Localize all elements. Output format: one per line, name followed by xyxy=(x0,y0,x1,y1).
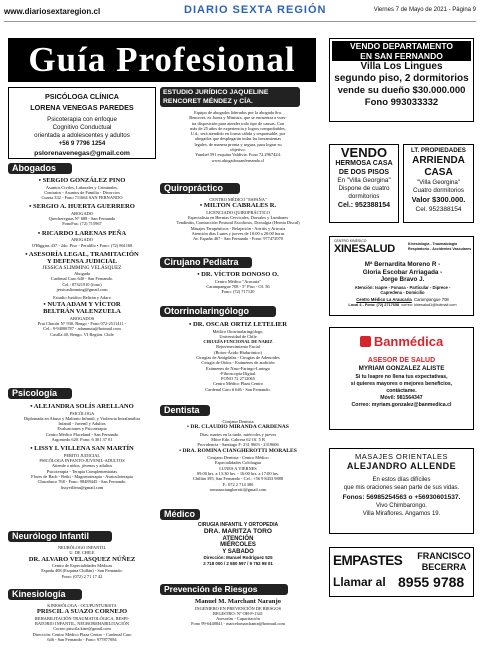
ad-line: "Villa Georgina" xyxy=(416,179,461,186)
section-header-neurologo: Neurólogo Infantil xyxy=(8,531,112,542)
entry-line: Fono 99-6448841 - marcelomarchantn@hotmail.com xyxy=(191,621,285,627)
entry-line: Chillán 395, San Fernando - Cel.: +56 9 8433 9888 xyxy=(192,476,284,482)
psicologa-ad xyxy=(8,87,156,159)
ad-line: Kinesiología - Traumatología xyxy=(408,242,458,246)
page-header xyxy=(4,4,476,22)
quiropractico-entry xyxy=(160,197,316,242)
ad-line: Vivo Chimbarongo. xyxy=(376,503,427,509)
ad-line: En estos días difíciles xyxy=(372,477,431,483)
entry-line: ABOGADO xyxy=(71,210,93,216)
entry-line: LUNES A VIERNES xyxy=(219,465,257,471)
entry-line: Providencia - Santiago F: 231 9603 - 2319606 xyxy=(197,442,279,448)
ad-line-part: Carampangue 708 xyxy=(414,296,449,302)
entry-line: objetivo. xyxy=(230,147,246,153)
entry-line: Cuarta 332 - Fono 711664 SAN FERNANDO xyxy=(41,195,123,201)
ad-line: Villa Miraflores. Angamos 19. xyxy=(362,511,441,517)
ad-line: dormitorios xyxy=(348,193,380,200)
list-item xyxy=(8,445,156,490)
entry-line: Av. España 467 - San Fernando - Fono: 977472970 xyxy=(193,236,283,242)
entry-line: Carampangue 708 - 5° Piso - Of. 56 xyxy=(206,283,270,289)
section-header-abogados: Abogados xyxy=(8,163,72,174)
site-url[interactable]: www.diariosextaregion.cl xyxy=(4,7,101,16)
entry-line: Médico Otorrinolaringólogo, xyxy=(212,328,264,334)
entry-line: Dirección: Centro Médico Plaza Centro - Cardenal Caro xyxy=(32,631,132,637)
entry-line: Contratos - Asuntos de Familia - Divorcios xyxy=(44,189,120,195)
ad-name: MYRIAM GONZALEZ ALISTE xyxy=(358,365,445,372)
entry-line: jessicaslimming@gmail.com xyxy=(56,287,108,293)
ad-text xyxy=(9,116,155,148)
arriendo-casa-ad xyxy=(403,144,474,223)
ad-line: DE DOS PISOS xyxy=(338,168,390,176)
entry-line: Cel.: 9-94006787 - adamnuta@hotmail.com xyxy=(43,326,121,332)
entry-line: CIRUGIA INFANTIL Y ORTOPEDIA xyxy=(197,522,279,528)
ad-line: Respiratorio - Accidentes Vasculares xyxy=(408,246,472,251)
ad-line: Psicoterapia con enfoque xyxy=(47,116,117,123)
entry-line: tra disposición para atender todo tipo de causas. Con xyxy=(191,120,285,126)
entry-line: romanaciangherotti@gmail.com xyxy=(209,486,267,492)
section-header-otorrino: Otorrinolaringólogo xyxy=(160,306,276,317)
entry-line: Fono: (72) 717120 xyxy=(221,289,255,295)
entry-line: Centro Médico Plaza Centro xyxy=(212,381,264,387)
ad-line-part: Local 4 - Fono: (72) 2717658 xyxy=(348,302,400,307)
entry-line: más de 25 años de experiencia y logros comprobables, xyxy=(190,125,286,131)
entry-line: -Fibroscopía Digital. xyxy=(219,370,257,376)
entry-line: 09:00 hrs. a 13:30 hrs. - 16:00 hrs. a 17:00 hrs. xyxy=(196,471,280,477)
entry-line: Quechereguas N° 688 - San Fernando xyxy=(48,216,116,222)
entry-line: Correo priscila.kine@gmail.com xyxy=(53,626,111,632)
entry-line: Atención días Lunes y jueves de 10:00 a 20:00 horas xyxy=(191,230,285,236)
empastes-ad xyxy=(329,547,474,597)
ad-line: Cuatro dormitorios xyxy=(413,187,464,194)
entry-line: FonoFax: (72) 715967 xyxy=(62,221,102,227)
ad-line xyxy=(330,303,475,308)
entry-line: JESSICA SLIMMING VELÁSQUEZ xyxy=(42,264,122,271)
entry-line: legales, de manera pronta y segura, para lograr su xyxy=(194,141,282,147)
entry-line: REGISTRO: Nº OH-P-1341 xyxy=(213,610,263,616)
ad-name: BECERRA xyxy=(421,562,467,572)
entry-line: 646 - San Fernando - Fono: 977877084 xyxy=(47,636,117,642)
ad-line: Si tu Isapre no llena tus expectativas, xyxy=(355,374,448,380)
banmedica-ad xyxy=(329,327,474,430)
entry-line: NEURÓLOGO INFANTIL xyxy=(57,545,107,550)
ad-name: FRANCISCO xyxy=(417,551,471,561)
entry-line: Abogada xyxy=(74,271,90,277)
ad-line: Atención: Isapre - Fonasa - Particular - Diprece - xyxy=(354,284,451,290)
issue-date: Viernes 7 de Mayo de 2021 - Página 9 xyxy=(373,7,476,13)
ad-line: Villa Los Lingues xyxy=(360,61,443,72)
psicologia-list xyxy=(8,403,156,490)
entry-line: Infantil - Juvenil y Adultos xyxy=(58,421,106,427)
ad-line: Jorge Bravo J. xyxy=(380,276,425,283)
entry-line: Y SABADO xyxy=(222,548,254,555)
section-header-medico: Médico xyxy=(160,509,200,520)
ad-heading: MASAJES ORIENTALES xyxy=(354,452,449,461)
ad-phone: Móvil: 981564347 xyxy=(380,395,423,401)
section-header-estudio-juridico: ESTUDIO JURÍDICO JAQUELINE RENCORET MÉNDEZ y CÍA. xyxy=(160,87,300,107)
entry-name: PRISCIL A SUAZO CORNEJO xyxy=(36,608,128,616)
entry-name: • SERGIO GONZÁLEZ PINO xyxy=(8,177,156,185)
ad-phone: Cel.: 952388154 xyxy=(337,202,391,209)
entry-line: Cirujano Dentista xyxy=(222,419,254,424)
kinesiologia-entry xyxy=(8,603,156,642)
entry-line: Fono: (072) 2 71 17 42 xyxy=(61,573,103,579)
entry-line: KINESIÓLOGA - OCUPUNTURISTA xyxy=(47,603,117,608)
entry-line: Diplomada en Abuso y Maltrato Infantil, y Violencia Intrafamiliar xyxy=(23,415,141,421)
logo-text: Banmédica xyxy=(373,334,444,349)
ad-line: contáctame. xyxy=(386,388,417,394)
list-item xyxy=(8,203,156,226)
entry-name: Y DEFENSA JUDICIAL xyxy=(46,258,118,266)
ad-line: HERMOSA CASA xyxy=(335,160,393,167)
ad-price: Valor $300.000. xyxy=(411,195,466,204)
estudio-juridico-entry xyxy=(160,110,316,163)
ad-line: Capredena - Domicilio xyxy=(380,290,425,295)
ad-line: Gloria Escobar Arriagada - xyxy=(362,268,443,276)
ad-phone: Fono 993033332 xyxy=(364,97,439,108)
entry-link[interactable]: www.abogadossanfernando.cl xyxy=(211,157,265,163)
entry-line: LICENCIADO QUIROPRÁCTICO xyxy=(206,209,270,215)
xinesalud-ad xyxy=(329,236,474,316)
entry-line: Dirección: Manuel Rodríguez 525 xyxy=(203,555,273,561)
cirujano-entry xyxy=(160,271,316,294)
ad-heading: EMPASTES xyxy=(333,553,403,568)
banmedica-logo xyxy=(330,334,473,349)
list-item xyxy=(8,403,156,442)
entry-line: PERITO JUDICIAL xyxy=(63,452,101,458)
entry-line: abogados que desplegarán todas las herramientas xyxy=(194,136,282,142)
list-item xyxy=(8,177,156,200)
entry-line: Cardenal Caro # 646 - San Fernando. xyxy=(205,386,271,392)
list-item xyxy=(8,230,156,248)
vendo-casa-ad xyxy=(329,144,399,223)
list-item xyxy=(8,295,156,336)
logo-subtitle: CENTRO KINÉSICO xyxy=(334,239,367,243)
entry-line: CENTRO MÉDICO "ESPAÑA" xyxy=(209,197,267,202)
entry-line: Centro Médico "Aracaria" xyxy=(214,278,262,284)
entry-line: Especialidades Colchagua xyxy=(215,460,261,466)
entry-line: Flores de Bach - Reiki - Magnetoterapia - Auriculoterapia xyxy=(31,473,133,479)
entry-line: REHABILITACIÓN TRAUMATOLÓGICA, RESPI- xyxy=(34,615,130,621)
entry-name: • DR. OSCAR ORTIZ LETELIER xyxy=(160,321,316,329)
masajes-ad xyxy=(329,448,474,534)
entry-line: Cirujano Dentista - Centro Médico xyxy=(207,455,269,461)
entry-line: Atiende a niños, jóvenes y adultos xyxy=(51,463,113,469)
section-header-cirujano-pediatra: Cirujano Pediatra xyxy=(160,257,252,268)
ad-phone: +56 9 7796 1254 xyxy=(58,140,106,147)
ad-line: Mª Bernardita Moreno R - xyxy=(364,261,441,268)
entry-line: O'Higgins 437 - 2do. Piso - Peralillo • Fono: (72) 861168 xyxy=(31,242,133,248)
xinesalud-logo xyxy=(334,239,404,255)
logo-text: XINESALUD xyxy=(334,243,395,255)
entry-line: Cirugía de Oídos - Exámenes de audición xyxy=(201,360,275,366)
entry-line: Mitre Edo. Cabrera 62 Of. 5 B xyxy=(211,437,265,443)
entry-line: ABOGADO xyxy=(71,237,93,243)
ad-heading: ASESOR DE SALUD xyxy=(367,357,436,364)
entry-line: Asuntos Civiles, Laborales y Criminales. xyxy=(45,184,119,190)
list-item xyxy=(8,251,156,292)
entry-line: Chacabuco 768 - Fono: 98489445 - San Fernando. xyxy=(37,479,127,485)
ad-name: LORENA VENEGAS PAREDES xyxy=(30,103,134,112)
entry-line: U.d., será atendido en forma cálida y responsable, por xyxy=(190,131,286,137)
ad-line: que mis oraciones sean parte de sus vidas. xyxy=(343,485,460,491)
entry-name: • MILTON CABRALES R. xyxy=(160,202,316,210)
ad-email: pslorenavenegas@gmail.com xyxy=(34,150,130,157)
entry-line: Rejuvenecimiento Facial xyxy=(216,344,260,350)
ad-email: Correo: myriam.gonzalez@banmedica.cl xyxy=(351,402,452,408)
section-header-quiropractico: Quiropráctico xyxy=(160,183,240,194)
xinesalud-body xyxy=(330,261,475,308)
entry-line: MIÉRCOLES xyxy=(220,542,256,549)
dentista-entry xyxy=(160,419,316,492)
abogados-list xyxy=(8,177,156,337)
entry-name: DRA. MARITZA TORO xyxy=(203,528,273,536)
entry-line: Evaluaciones y Psicoterapia xyxy=(57,426,107,432)
section-header-psicologia: Psicología xyxy=(8,388,72,399)
entry-line: F.: 072 2 714 380 xyxy=(222,481,254,487)
otorrino-entry xyxy=(160,321,316,392)
entry-line: Estudio Jurídico Beltrán y Adaro xyxy=(53,295,111,301)
neurologo-entry xyxy=(8,545,156,579)
entry-name: Manuel M. Marchant Naranjo xyxy=(195,598,281,605)
entry-name: • DR. CLAUDIO MIRANDA CARDENAS xyxy=(160,424,316,432)
ad-line: Llamar al xyxy=(333,575,386,589)
entry-line: PSICÓLOGA INFANTO-JUVENIL-ADULTOS xyxy=(39,458,125,464)
entry-line: Días: martes en la tarde, miércoles y jueves xyxy=(199,431,277,437)
entry-line: RATORIO INFANTIL, NEUROREHABILITACIÓN xyxy=(35,621,129,627)
entry-line: Equipo de abogados liderados por la abogada Sra. xyxy=(194,110,282,115)
entry-line: Cirugías de Amígdalas - Cirugías de Adenoides xyxy=(196,354,280,360)
entry-name: DR. ALVARO VELASQUEZ NÚÑEZ xyxy=(28,555,136,563)
entry-line: (Botox-Ácido Hialurónico) xyxy=(214,349,262,355)
entry-line: INGENIERO EN PREVENCIÓN DE RIESGOS xyxy=(194,605,282,611)
entry-name: • ASESORÍA LEGAL, TRAMITACIÓN xyxy=(8,251,156,259)
entry-line: Asesorías - Capacitación xyxy=(216,616,260,622)
entry-name: • RICARDO LARENAS PEÑA xyxy=(8,230,156,238)
entry-line: PSICÓLOGA xyxy=(69,410,95,416)
entry-line: ABOGADOS xyxy=(69,315,95,321)
xinesalud-services xyxy=(408,242,472,251)
ad-line-part: correo: kinesalud1@hotmail.com xyxy=(401,302,457,307)
entry-line: Masajes Terapéuticos - Relajación - Artritis y Artrosis xyxy=(190,225,286,231)
banmedica-icon xyxy=(360,336,371,347)
entry-line: Especialista en Hernias Cervicales, Dorsales y Lumbares xyxy=(187,215,289,221)
entry-line: Rencoret, ex Jueza y Ministra, que se encuentra a vues- xyxy=(189,115,287,121)
entry-line: Tendinitis, Contracción Postural Escoliosis, Dorsalgia (Hernia Discal) xyxy=(176,220,300,226)
entry-line: 2 718 000 / 2 580 597 / 9 752 98 01 xyxy=(203,560,273,566)
entry-line: CIRUGÍA FUNCIONAL DE NARIZ xyxy=(203,339,273,345)
entry-line: Yumbel 591 esquina Valdivia. Fono 72.2967424. xyxy=(195,152,281,158)
ad-phone: Fonos: 56985254563 o +56930601537. xyxy=(342,494,461,501)
ad-heading: EN SAN FERNANDO xyxy=(332,51,471,61)
ad-phone: Cel. 952388154 xyxy=(415,206,462,213)
section-header-dentista: Dentista xyxy=(160,405,210,416)
entry-line: Psicoterapia - Terapia Complementarias xyxy=(46,468,118,474)
entry-line: Cardenal Caro 640 - San Fernando. xyxy=(50,276,114,282)
entry-line: lissyvillena@gmail.com xyxy=(60,484,104,490)
ad-line: Dispone de cuatro xyxy=(338,185,390,192)
entry-name: • NUTA ADAM Y VÍCTOR xyxy=(8,301,156,309)
ad-line: segundo piso, 2 dormitorios xyxy=(334,73,469,84)
entry-name: • LISSY I. VILLENA SAN MARTÍN xyxy=(8,445,156,453)
ad-phone: 8955 9788 xyxy=(398,574,465,590)
ad-heading: PSICÓLOGA CLÍNICA xyxy=(44,92,119,101)
newspaper-name: DIARIO SEXTA REGIÓN xyxy=(184,4,327,16)
entry-name: • DRA. ROMINA CIANGHEROTTI MORALES xyxy=(160,448,316,456)
ad-price: vende su dueño $30.000.000 xyxy=(337,85,466,96)
ad-line: En "Villa Georgina" xyxy=(337,177,391,184)
entry-line: FONO 72 2712065 xyxy=(221,376,255,382)
ad-line: orientada a adolescentes y adultos xyxy=(34,132,130,139)
section-header-kinesiologia: Kinesiología xyxy=(8,589,82,600)
page-title: Guía Profesional xyxy=(8,38,316,82)
entry-line: U. DE CHILE xyxy=(69,550,95,556)
entry-name: • ALEJANDRA SOLÍS ARELLANO xyxy=(8,403,156,411)
entry-line: Universidad de Chile xyxy=(219,333,257,339)
entry-line: Cel.: 87321910 (fono) xyxy=(62,281,102,287)
riesgos-entry xyxy=(160,598,316,627)
venta-departamento-ad xyxy=(329,38,474,122)
ad-heading: CASA xyxy=(424,167,453,178)
ad-heading: VENDO DEPARTAMENTO xyxy=(332,41,471,51)
ad-line-part: Centro Médico La Araucaria xyxy=(356,296,412,302)
ad-line: si quieres mayores o mejores beneficios, xyxy=(350,381,453,387)
entry-line: Argomedo 620. Fono: 6 301 37 01 xyxy=(51,436,113,442)
ad-line: Cognitivo Conductual xyxy=(52,124,112,131)
entry-name: BELTRÁN VALENZUELA xyxy=(43,308,121,316)
entry-name: • SERGIO A. HUERTA GUERRERO xyxy=(8,203,156,211)
entry-line: Exámenes de Naso-Faringo-Laringo xyxy=(206,365,270,371)
section-header-riesgos: Prevención de Riesgos xyxy=(160,584,288,595)
entry-line: ATENCIÓN xyxy=(222,535,254,542)
entry-line: Casilla 40, Rengo. VI Región. Chile xyxy=(50,331,114,337)
ad-heading: ARRIENDA xyxy=(412,155,465,166)
entry-line: Prat Chacón N° 930, Rengo - Fono 072-2511411 - xyxy=(37,320,127,326)
ad-name: ALEJANDRO ALLENDE xyxy=(346,461,457,471)
entry-name: • DR. VÍCTOR DONOSO O. xyxy=(160,271,316,279)
entry-line: Centro Médico Placeland - San Fernando xyxy=(45,431,119,437)
ad-heading: LT. PROPIEDADES xyxy=(411,147,466,154)
entry-line: Centro de Especialidades Médicas xyxy=(51,563,113,569)
entry-line: Espada 408 (Esquina Chillán) - San Fernando. xyxy=(41,568,123,574)
ad-heading: VENDO xyxy=(340,145,388,160)
medico-entry xyxy=(160,523,316,566)
